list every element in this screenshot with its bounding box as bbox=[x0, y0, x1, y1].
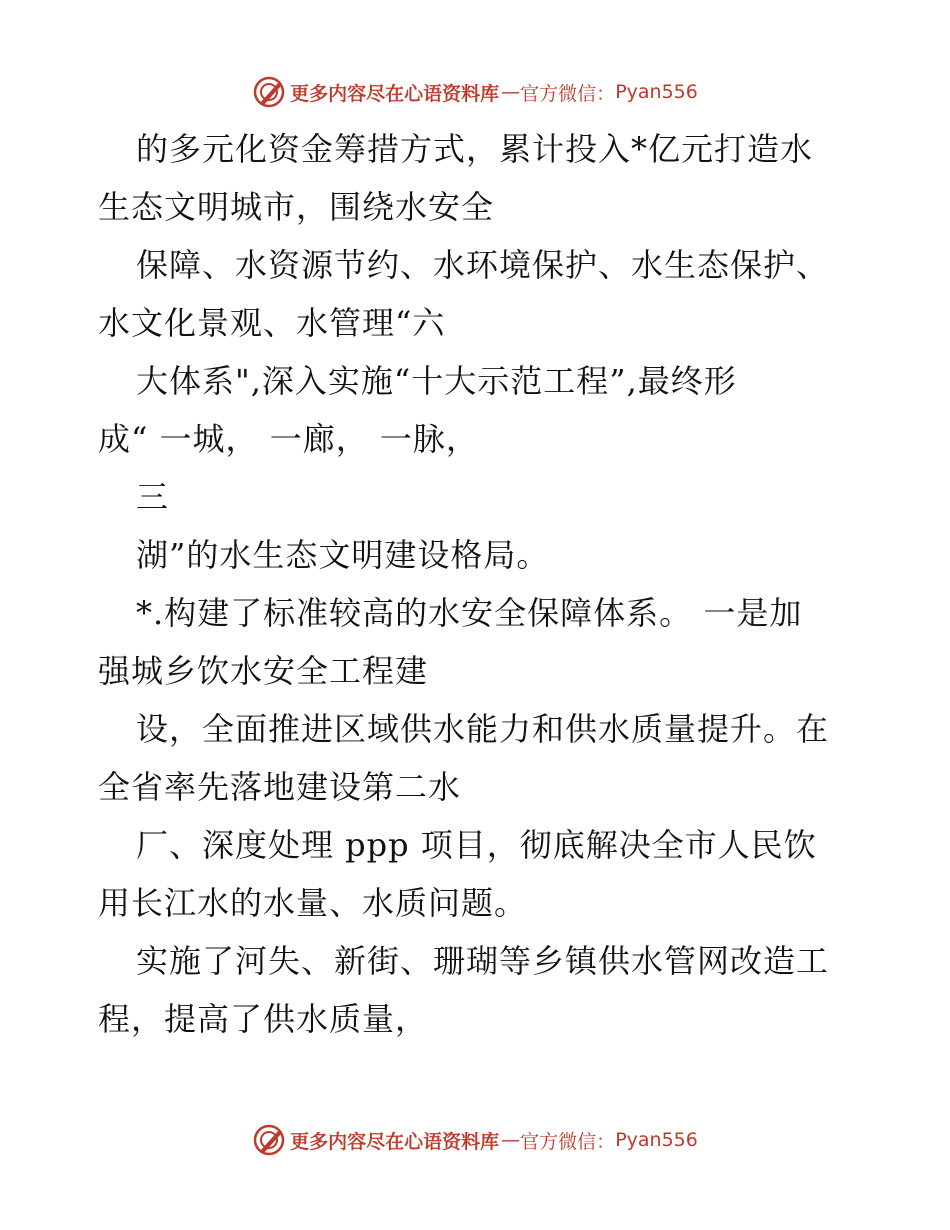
text-line: 程，提高了供水质量， bbox=[98, 1000, 429, 1038]
watermark-separator: — bbox=[501, 1129, 521, 1151]
watermark-site-name: 更多内容尽在心语资料库 bbox=[290, 1130, 500, 1153]
pen-logo-icon bbox=[252, 1123, 286, 1157]
text-line: 设，全面推进区域供水能力和供水质量提升。在 bbox=[136, 710, 830, 748]
text-line: 湖”的水生态文明建设格局。 bbox=[136, 536, 550, 574]
text-line: 水文化景观、水管理“六 bbox=[98, 304, 446, 342]
text-line: 三 bbox=[136, 478, 170, 516]
watermark-wechat-id: Pyan556 bbox=[615, 81, 698, 103]
text-line: 实施了河失、新街、珊瑚等乡镇供水管网改造工 bbox=[136, 942, 830, 980]
text-line: 保障、水资源节约、水环境保护、水生态保护、 bbox=[136, 246, 830, 284]
text-line: 成“ 一城， 一廊， 一脉， bbox=[98, 420, 479, 458]
document-body bbox=[98, 120, 858, 1048]
watermark-wechat-label: 官方微信： bbox=[520, 82, 616, 105]
text-line: 大体系",深入实施“十大示范工程”,最终形 bbox=[136, 362, 737, 400]
text-line: *.构建了标准较高的水安全保障体系。 一是加 bbox=[136, 594, 803, 632]
watermark-site-name: 更多内容尽在心语资料库 bbox=[290, 82, 500, 105]
text-line: 厂、深度处理 ppp 项目，彻底解决全市人民饮 bbox=[136, 826, 817, 864]
text-line: 用长江水的水量、水质问题。 bbox=[98, 884, 528, 922]
header-watermark bbox=[0, 72, 950, 112]
watermark-wechat-label: 官方微信： bbox=[520, 1130, 616, 1153]
text-line: 的多元化资金筹措方式，累计投入*亿元打造水 bbox=[136, 130, 814, 168]
text-line: 全省率先落地建设第二水 bbox=[98, 768, 462, 806]
text-line: 强城乡饮水安全工程建 bbox=[98, 652, 429, 690]
watermark-wechat-id: Pyan556 bbox=[615, 1129, 698, 1151]
footer-watermark bbox=[0, 1120, 950, 1160]
watermark-separator: — bbox=[501, 81, 521, 103]
pen-logo-icon bbox=[252, 75, 286, 109]
text-line: 生态文明城市，围绕水安全 bbox=[98, 188, 495, 226]
